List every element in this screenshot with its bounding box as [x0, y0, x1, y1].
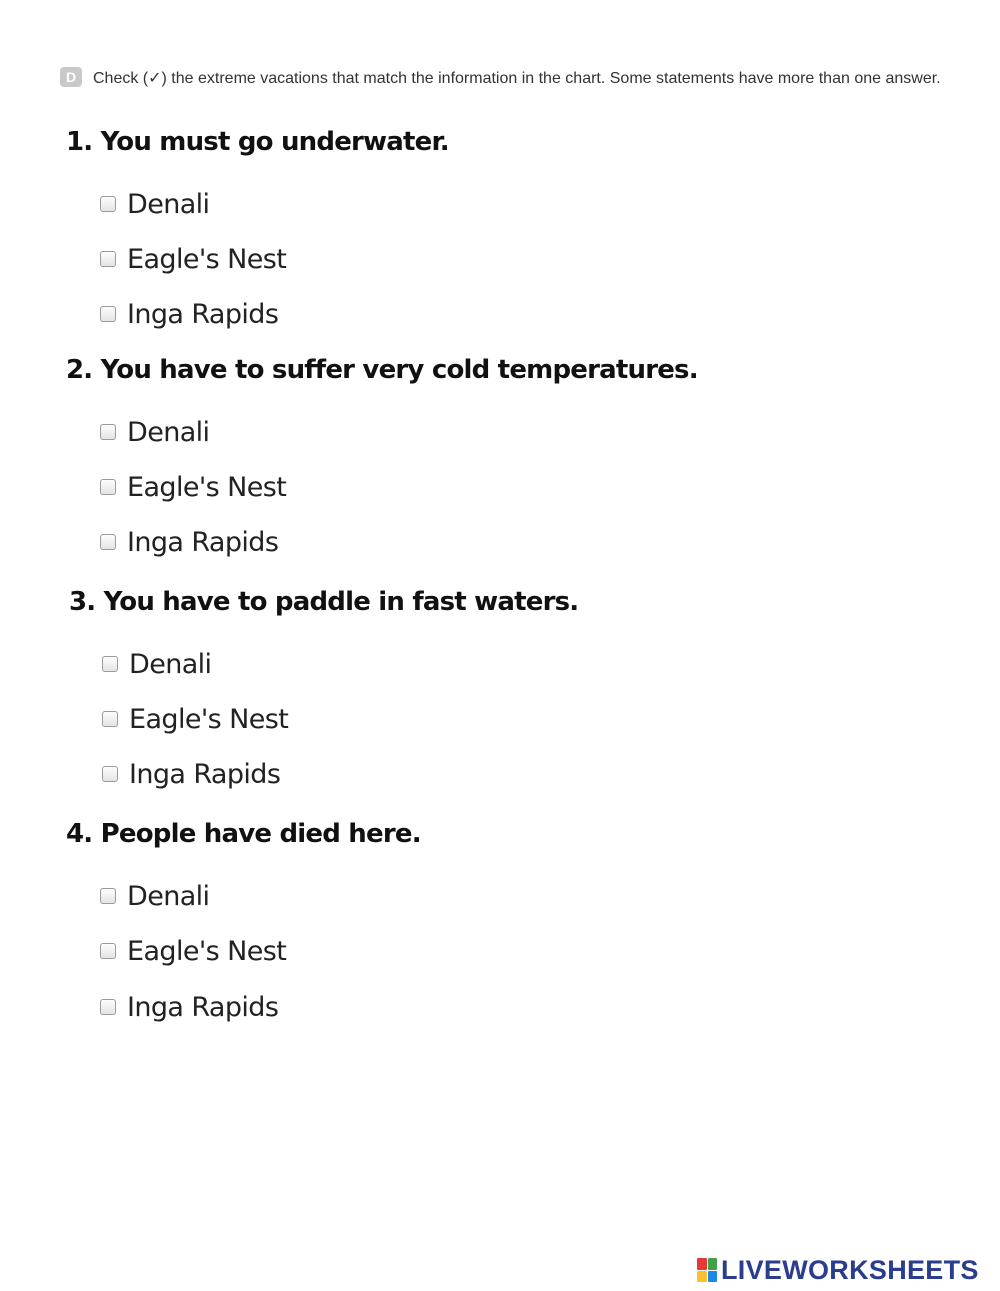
- option-denali[interactable]: [100, 414, 209, 450]
- logo-square-icon: [708, 1271, 718, 1283]
- option-denali[interactable]: [102, 646, 211, 682]
- checkbox[interactable]: [100, 479, 116, 495]
- logo-square-icon: [697, 1258, 707, 1270]
- option-label: Inga Rapids: [127, 991, 279, 1023]
- option-eagles-nest[interactable]: [100, 241, 286, 277]
- question-title: 3. You have to paddle in fast waters.: [69, 587, 579, 617]
- checkbox[interactable]: [100, 196, 116, 212]
- option-inga-rapids[interactable]: [102, 756, 280, 792]
- option-label: Denali: [127, 188, 210, 220]
- option-denali[interactable]: [100, 186, 209, 222]
- checkbox[interactable]: [100, 251, 116, 267]
- logo-text: LIVEWORKSHEETS: [721, 1254, 979, 1285]
- option-label: Inga Rapids: [129, 758, 281, 790]
- checkbox[interactable]: [100, 534, 116, 550]
- option-label: Denali: [127, 880, 210, 912]
- option-inga-rapids[interactable]: [100, 524, 278, 560]
- option-inga-rapids[interactable]: [100, 296, 278, 332]
- checkbox[interactable]: [102, 656, 118, 672]
- option-label: Denali: [127, 416, 210, 448]
- option-label: Eagle's Nest: [127, 471, 287, 503]
- logo-square-icon: [697, 1271, 707, 1283]
- option-denali[interactable]: [100, 878, 209, 914]
- checkbox[interactable]: [100, 424, 116, 440]
- option-label: Denali: [129, 648, 212, 680]
- checkbox[interactable]: [100, 999, 116, 1015]
- option-inga-rapids[interactable]: [100, 989, 278, 1025]
- question-title: 4. People have died here.: [66, 819, 421, 849]
- option-label: Eagle's Nest: [127, 935, 287, 967]
- section-badge: D: [60, 67, 82, 87]
- checkbox[interactable]: [100, 888, 116, 904]
- checkbox[interactable]: [100, 306, 116, 322]
- liveworksheets-logo: [697, 1255, 979, 1285]
- option-eagles-nest[interactable]: [100, 933, 286, 969]
- logo-mark-icon: [697, 1258, 717, 1282]
- instructions-text: Check (✓) the extreme vacations that match the information in the chart. Some statements have more than one answer.: [93, 70, 941, 87]
- option-label: Inga Rapids: [127, 526, 279, 558]
- option-eagles-nest[interactable]: [102, 701, 288, 737]
- question-title: 2. You have to suffer very cold temperatures.: [66, 355, 698, 385]
- option-label: Eagle's Nest: [129, 703, 289, 735]
- option-label: Inga Rapids: [127, 298, 279, 330]
- question-title: 1. You must go underwater.: [66, 127, 449, 157]
- logo-square-icon: [708, 1258, 718, 1270]
- checkbox[interactable]: [100, 943, 116, 959]
- option-eagles-nest[interactable]: [100, 469, 286, 505]
- option-label: Eagle's Nest: [127, 243, 287, 275]
- checkbox[interactable]: [102, 711, 118, 727]
- checkbox[interactable]: [102, 766, 118, 782]
